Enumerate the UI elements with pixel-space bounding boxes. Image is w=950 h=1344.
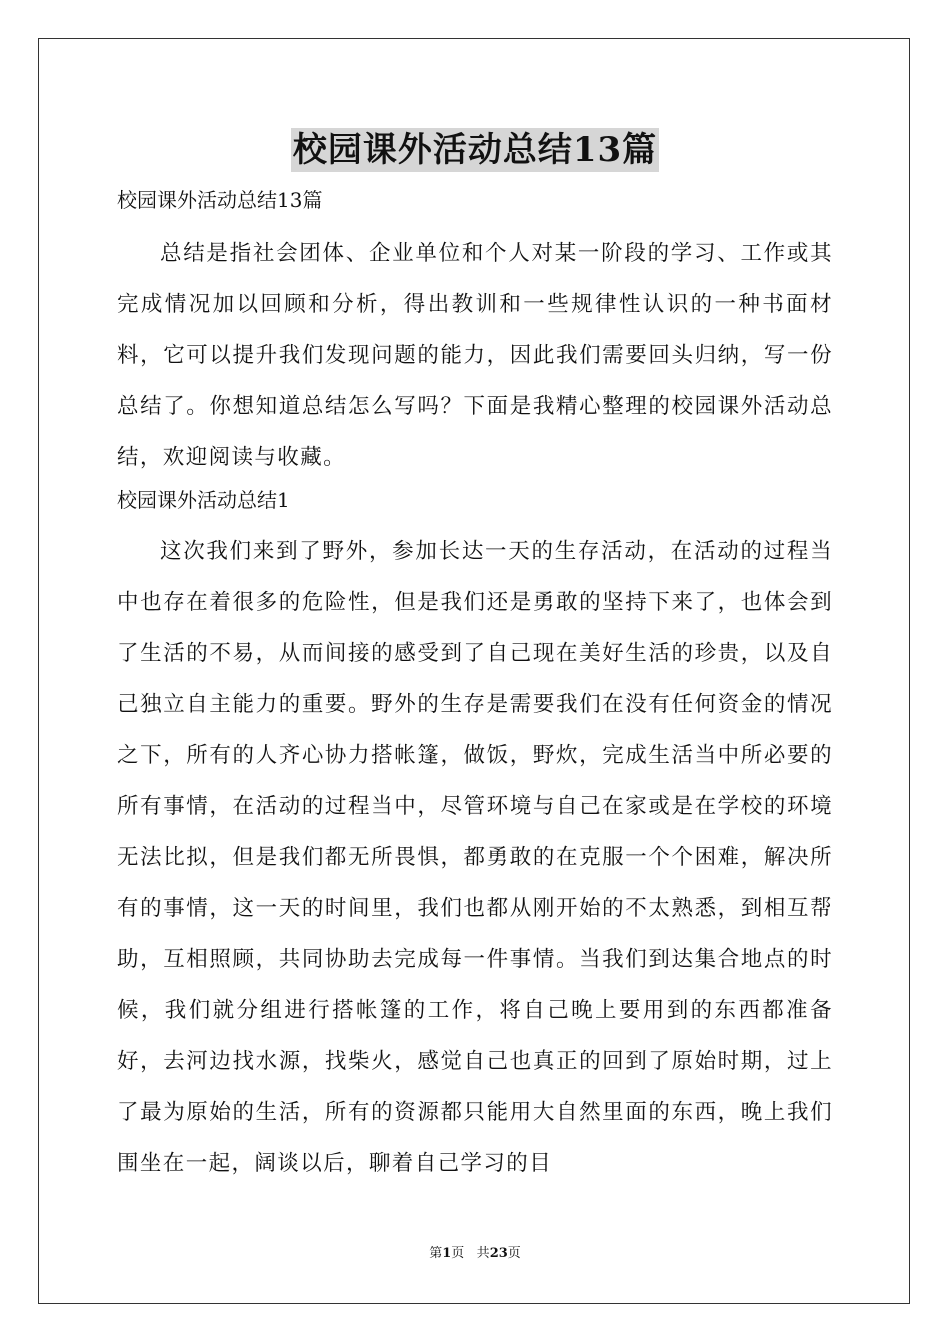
total-prefix: 共 <box>476 1246 490 1261</box>
section-1-heading: 校园课外活动总结1 <box>117 488 290 512</box>
page-suffix: 页 <box>451 1246 465 1261</box>
page-footer <box>0 1245 950 1263</box>
title-container <box>0 128 950 172</box>
intro-paragraph: 总结是指社会团体、企业单位和个人对某一阶段的学习、工作或其完成情况加以回顾和分析，得出教训和一些规律性认识的一种书面材料，它可以提升我们发现问题的能力，因此我们需要回头归纳，写一份总结了。你想知道总结怎么写吗？下面是我精心整理的校园课外活动总结，欢迎阅读与收藏。 <box>117 241 833 470</box>
total-suffix: 页 <box>507 1246 521 1261</box>
page-prefix: 第 <box>429 1246 443 1261</box>
total-page-count: 23 <box>489 1246 508 1261</box>
section-1-paragraph: 这次我们来到了野外，参加长达一天的生存活动，在活动的过程当中也存在着很多的危险性，但是我们还是勇敢的坚持下来了，也体会到了生活的不易，从而间接的感受到了自己现在美好生活的珍贵，以及自己独立自主能力的重要。野外的生存是需要我们在没有任何资金的情况之下，所有的人齐心协力搭帐篷，做饭，野炊，完成生活当中所必要的所有事情，在活动的过程当中，尽管环境与自己在家或是在学校的环境无法比拟，但是我们都无所畏惧，都勇敢的在克服一个个困难，解决所有的事情，这一天的时间里，我们也都从刚开始的不太熟悉，到相互帮助，互相照顾，共同协助去完成每一件事情。当我们到达集合地点的时候，我们就分组进行搭帐篷的工作，将自己晚上要用到的东西都准备好，去河边找水源，找柴火，感觉自己也真正的回到了原始时期，过上了最为原始的生活，所有的资源都只能用大自然里面的东西，晚上我们围坐在一起，阔谈以后，聊着自己学习的目 <box>117 539 833 1176</box>
document-subtitle: 校园课外活动总结13篇 <box>117 188 323 212</box>
document-title: 校园课外活动总结13篇 <box>292 130 658 170</box>
current-page-number: 1 <box>442 1246 452 1261</box>
